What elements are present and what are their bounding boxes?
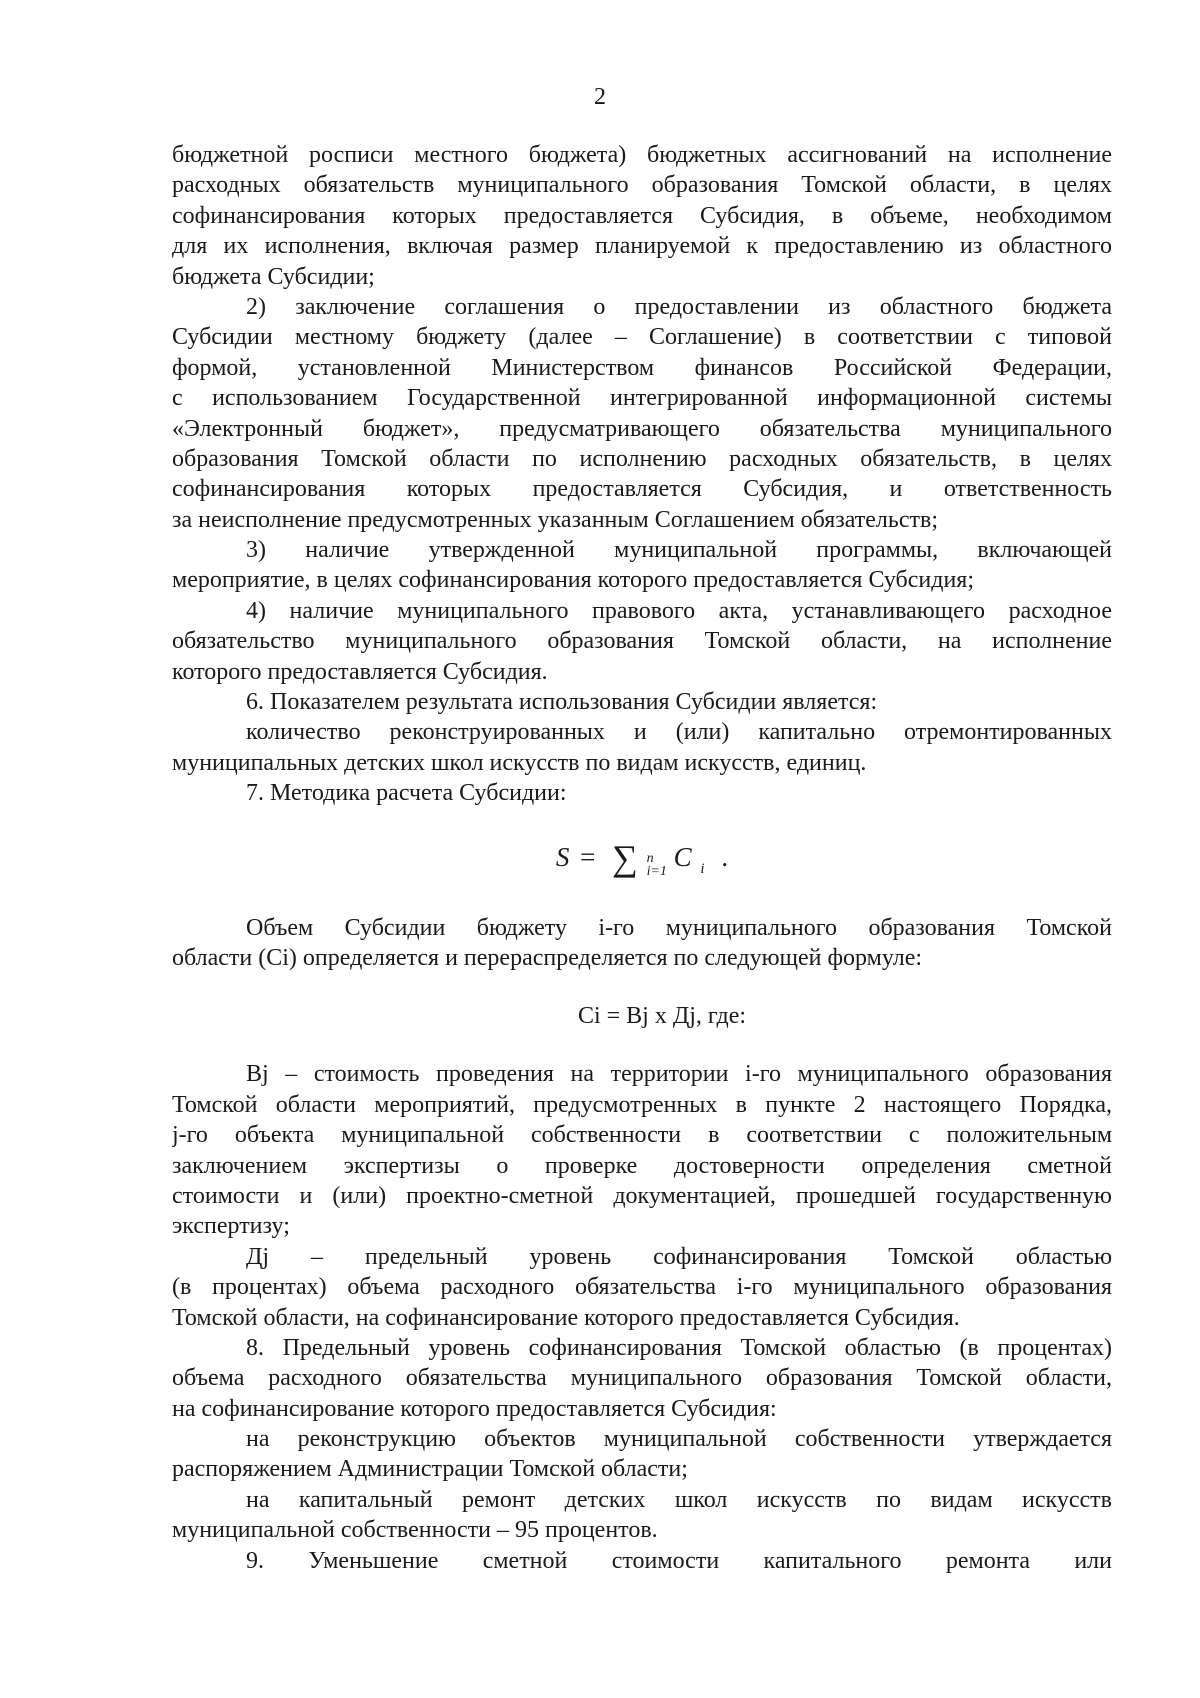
paragraph-item-4-legal-act <box>172 596 1112 687</box>
text-line: распоряжением Администрации Томской области; <box>172 1456 688 1483</box>
text-line: муниципальных детских школ искусств по видам искусств, единиц. <box>172 749 867 776</box>
formula-upper-limit: n <box>646 850 654 866</box>
text-line: обязательство муниципального образования Томской области, на исполнение <box>172 628 1112 655</box>
text-line: софинансирования которых предоставляется Субсидия, в объеме, необходимом <box>172 202 1112 229</box>
paragraph-item-2-agreement <box>172 292 1112 535</box>
text-line: Субсидии местному бюджету (далее – Соглашение) в соответствии с типовой <box>172 324 1112 351</box>
paragraph-result-indicator <box>172 717 1112 778</box>
formula-symbol: C <box>673 841 692 872</box>
text-line: Дj – предельный уровень софинансирования Томской областью <box>246 1243 1112 1270</box>
text-line: области (Ci) определяется и перераспределяется по следующей формуле: <box>172 944 923 971</box>
formula-lower-limit: i=1 <box>646 863 667 879</box>
text-line: j-го объекта муниципальной собственности в соответствии с положительным <box>172 1122 1112 1149</box>
text-line: с использованием Государственной интегрированной информационной системы <box>172 385 1112 412</box>
text-line: 3) наличие утвержденной муниципальной программы, включающей <box>246 537 1112 564</box>
text-line: мероприятие, в целях софинансирования которого предоставляется Субсидия; <box>172 567 975 594</box>
formula-ci: Ci = Вj х Дj, где: <box>577 1003 747 1030</box>
summation-icon: ∑ <box>612 837 638 878</box>
paragraph-section-7-heading <box>172 778 1112 808</box>
text-line: 7. Методика расчета Субсидии: <box>246 780 567 807</box>
text-line: экспертизу; <box>172 1213 290 1240</box>
text-line: 2) заключение соглашения о предоставлении из областного бюджета <box>246 293 1112 320</box>
paragraph-reconstruction-level <box>172 1424 1112 1485</box>
page-number: 2 <box>594 84 606 110</box>
text-line: 9. Уменьшение сметной стоимости капитального ремонта или <box>246 1547 1112 1574</box>
text-line: Вj – стоимость проведения на территории i-го муниципального образования <box>246 1061 1112 1088</box>
paragraph-section-9 <box>172 1546 1112 1576</box>
formula-subscript: i <box>700 860 705 877</box>
paragraph-subsidy-volume <box>172 913 1112 974</box>
formula-symbol: . <box>721 841 729 872</box>
text-line: софинансирования которых предоставляется Субсидия, и ответственность <box>172 476 1112 503</box>
paragraph-definition-bj <box>172 1059 1112 1241</box>
text-line: которого предоставляется Субсидия. <box>172 658 548 685</box>
paragraph-section-8 <box>172 1333 1112 1424</box>
paragraph-section-6-heading <box>172 687 1112 717</box>
formula-symbol: S <box>555 841 570 872</box>
document-body <box>172 140 1112 1576</box>
text-line: 8. Предельный уровень софинансирования Томской областью (в процентах) <box>246 1334 1112 1361</box>
text-line: Томской области мероприятий, предусмотренных в пункте 2 настоящего Порядка, <box>172 1091 1112 1118</box>
text-line: формой, установленной Министерством финансов Российской Федерации, <box>172 354 1112 381</box>
paragraph-definition-dj <box>172 1242 1112 1333</box>
paragraph-budget-allocation <box>172 140 1112 292</box>
text-line: за неисполнение предусмотренных указанным Соглашением обязательств; <box>172 506 938 533</box>
text-line: объема расходного обязательства муниципального образования Томской области, <box>172 1365 1112 1392</box>
text-line: бюджетной росписи местного бюджета) бюджетных ассигнований на исполнение <box>172 142 1112 168</box>
formula-symbol: = <box>580 841 596 872</box>
text-line: Томской области, на софинансирование которого предоставляется Субсидия. <box>172 1304 960 1331</box>
formula-subsidy-sum <box>172 827 1112 887</box>
text-line: количество реконструированных и (или) капитально отремонтированных <box>246 719 1112 746</box>
text-line: на капитальный ремонт детских школ искусств по видам искусств <box>246 1486 1112 1513</box>
paragraph-repair-level <box>172 1485 1112 1546</box>
text-line: на реконструкцию объектов муниципальной собственности утверждается <box>246 1426 1112 1453</box>
text-line: образования Томской области по исполнению расходных обязательств, в целях <box>172 445 1112 472</box>
text-line: 4) наличие муниципального правового акта, устанавливающего расходное <box>246 597 1112 624</box>
text-line: муниципальной собственности – 95 процентов. <box>172 1517 658 1544</box>
text-line: на софинансирование которого предоставляется Субсидия: <box>172 1395 777 1422</box>
text-line: расходных обязательств муниципального образования Томской области, в целях <box>172 172 1112 199</box>
text-line: бюджета Субсидии; <box>172 263 375 290</box>
text-line: заключением экспертизы о проверке достоверности определения сметной <box>172 1152 1112 1179</box>
text-line: «Электронный бюджет», предусматривающего обязательства муниципального <box>172 415 1112 442</box>
text-line: Объем Субсидии бюджету i-го муниципального образования Томской <box>246 914 1112 941</box>
paragraph-item-3-program <box>172 535 1112 596</box>
text-line: (в процентах) объема расходного обязательства i-го муниципального образования <box>172 1274 1112 1301</box>
text-line: стоимости и (или) проектно-сметной документацией, прошедшей государственную <box>172 1182 1112 1209</box>
text-line: 6. Показателем результата использования Субсидии является: <box>246 689 878 716</box>
text-line: для их исполнения, включая размер планируемой к предоставлению из областного <box>172 233 1112 260</box>
